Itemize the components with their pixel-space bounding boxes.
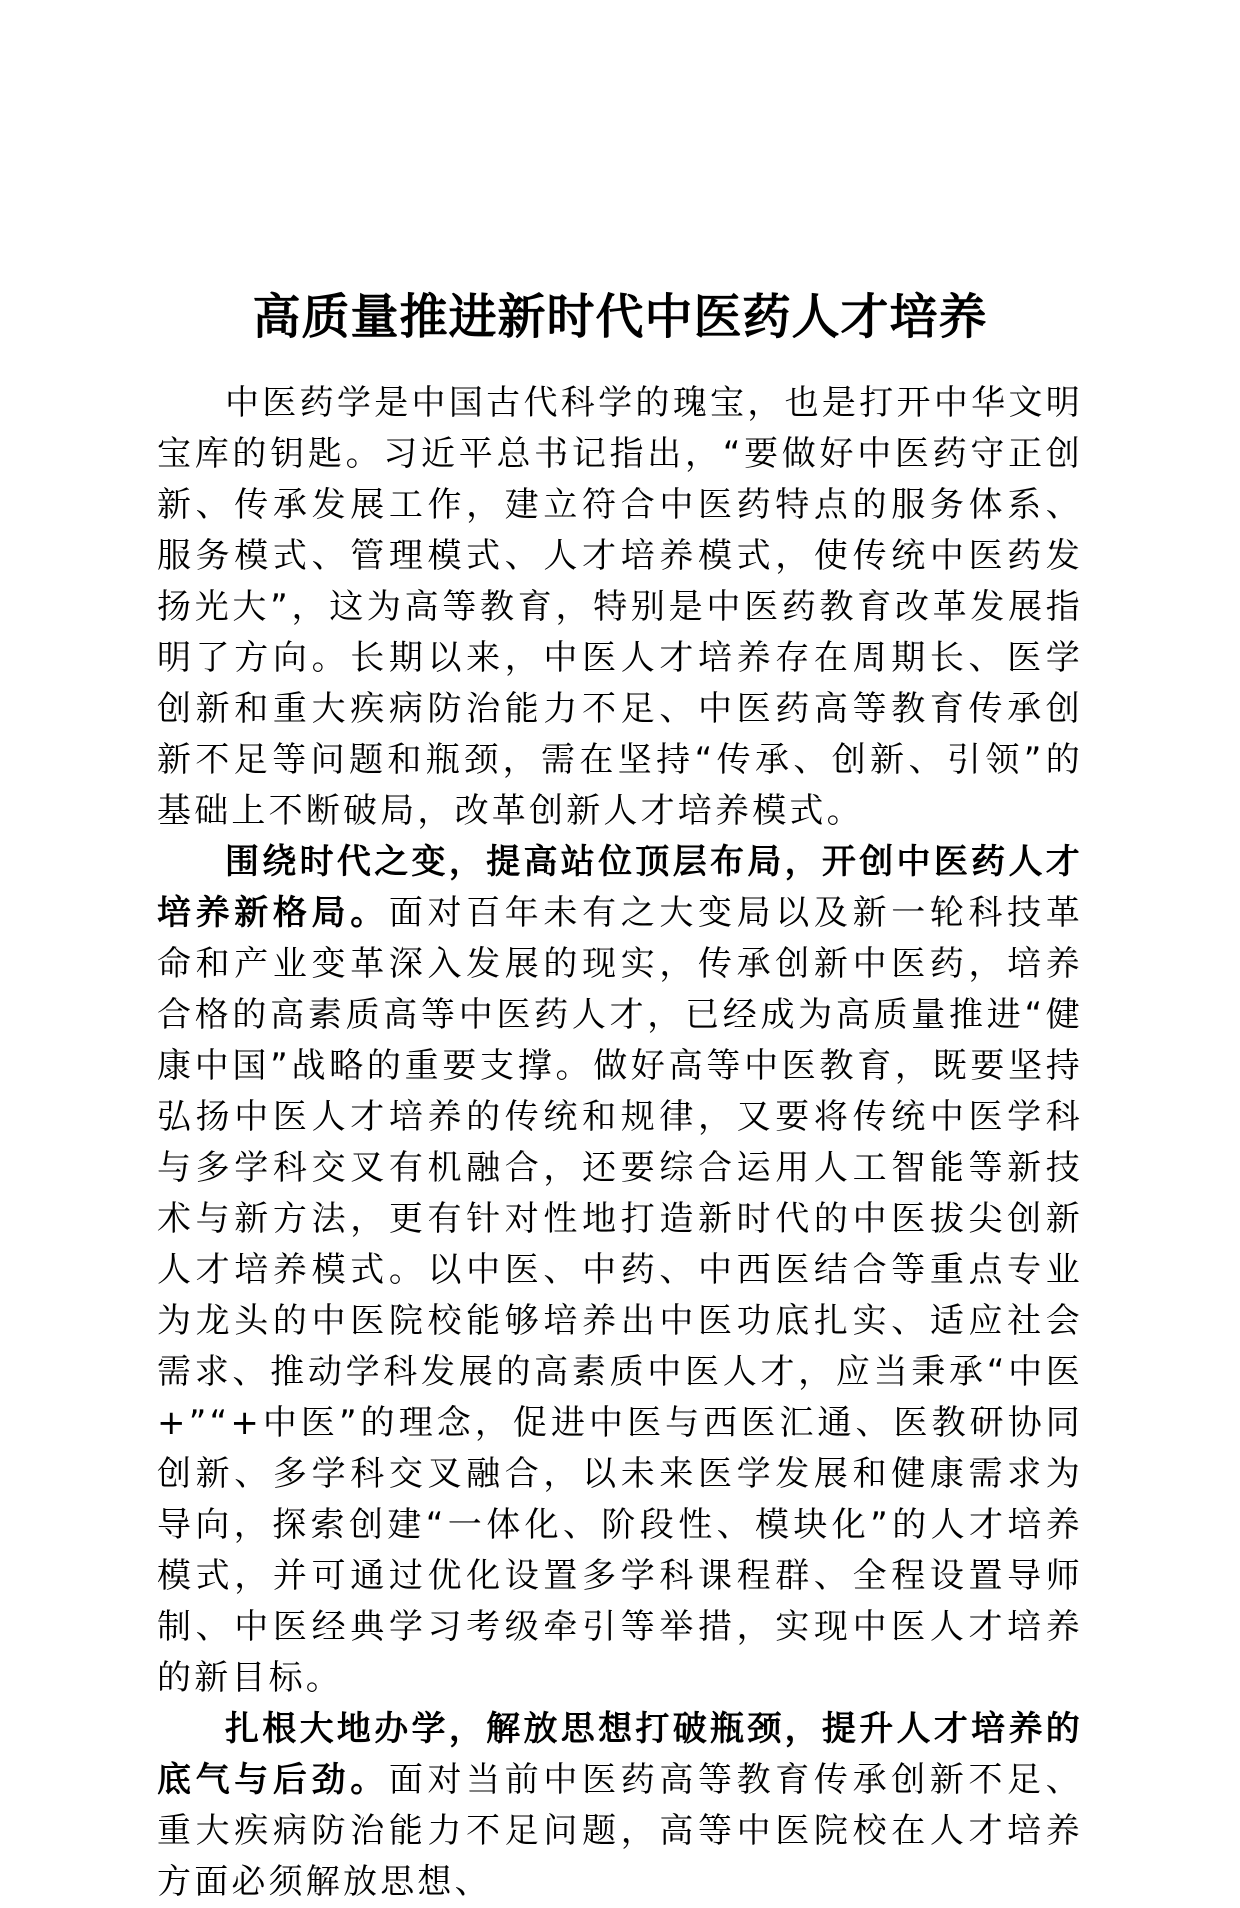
paragraph-section-2 xyxy=(157,1704,1083,1908)
paragraph-text: 中医药学是中国古代科学的瑰宝，也是打开中华文明宝库的钥匙。习近平总书记指出，“要做好中医药守正创新、传承发展工作，建立符合中医药特点的服务体系、服务模式、管理模式、人才培养模式，使传统中医药发扬光大”，这为高等教育，特别是中医药教育改革发展指明了方向。长期以来，中医人才培养存在周期长、医学创新和重大疾病防治能力不足、中医药高等教育传承创新不足等问题和瓶颈，需在坚持“传承、创新、引领”的基础上不断破局，改革创新人才培养模式。 xyxy=(157,383,1083,831)
article-body xyxy=(157,378,1083,1908)
paragraph-intro xyxy=(157,378,1083,837)
paragraph-section-1 xyxy=(157,837,1083,1704)
document-title: 高质量推进新时代中医药人才培养 xyxy=(252,289,988,346)
paragraph-lead: 围绕时代之变，提高站位顶层布局，开创中医药人才培养新格局。 xyxy=(157,842,1083,933)
paragraph-lead: 扎根大地办学，解放思想打破瓶颈，提升人才培养的底气与后劲。 xyxy=(157,1709,1083,1800)
paragraph-text: 面对当前中医药高等教育传承创新不足、重大疾病防治能力不足问题，高等中医院校在人才培养方面必须解放思想、 xyxy=(157,1760,1083,1902)
paragraph-text: 面对百年未有之大变局以及新一轮科技革命和产业变革深入发展的现实，传承创新中医药，培养合格的高素质高等中医药人才，已经成为高质量推进“健康中国”战略的重要支撑。做好高等中医教育，既要坚持弘扬中医人才培养的传统和规律，又要将传统中医学科与多学科交叉有机融合，还要综合运用人工智能等新技术与新方法，更有针对性地打造新时代的中医拔尖创新人才培养模式。以中医、中药、中西医结合等重点专业为龙头的中医院校能够培养出中医功底扎实、适应社会需求、推动学科发展的高素质中医人才，应当秉承“中医+”“+中医”的理念，促进中医与西医汇通、医教研协同创新、多学科交叉融合，以未来医学发展和健康需求为导向，探索创建“一体化、阶段性、模块化”的人才培养模式，并可通过优化设置多学科课程群、全程设置导师制、中医经典学习考级牵引等举措，实现中医人才培养的新目标。 xyxy=(157,893,1083,1698)
